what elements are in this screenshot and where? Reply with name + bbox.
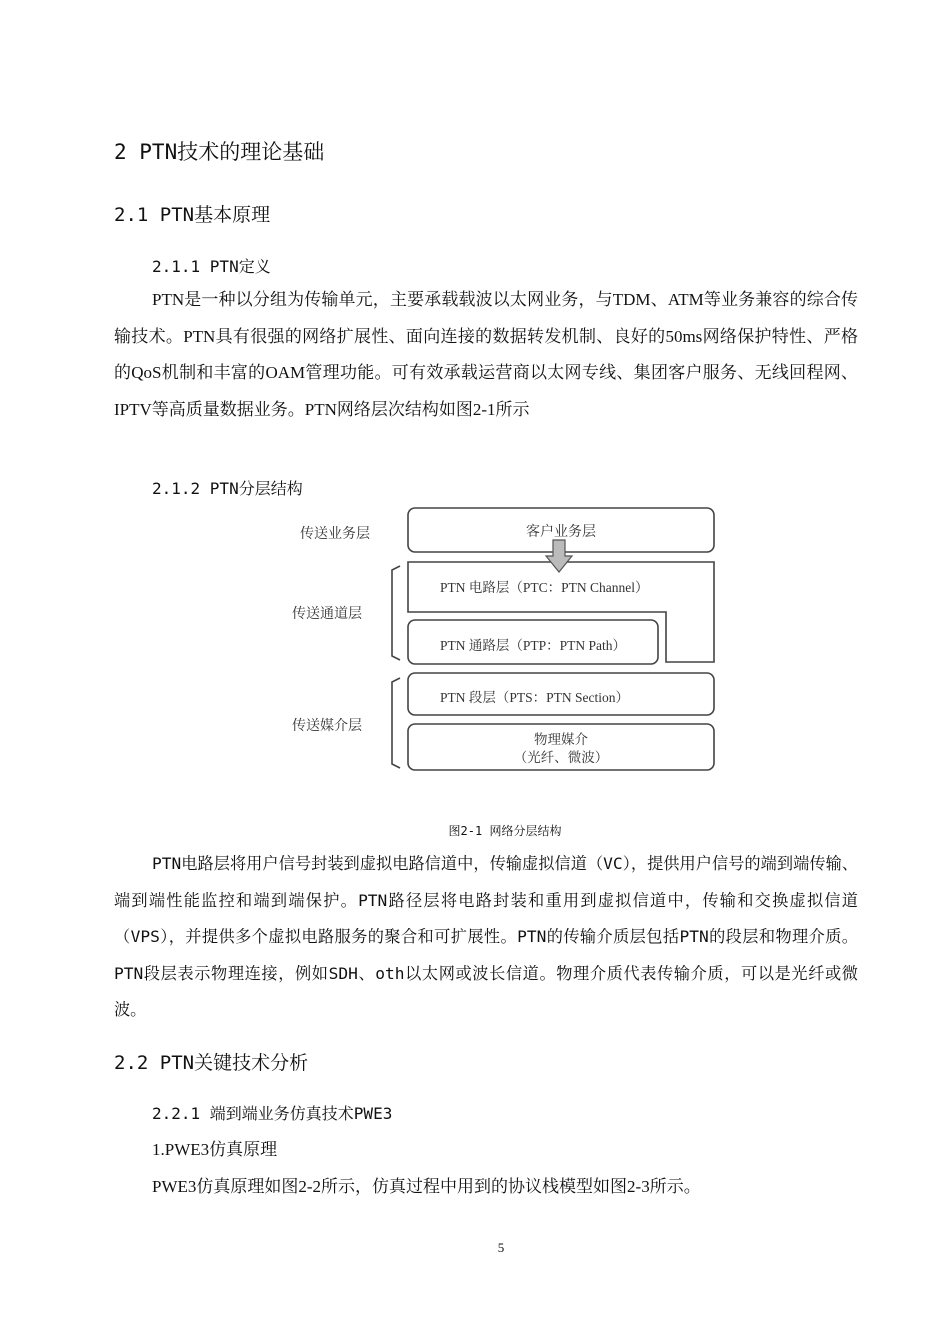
- media-layer-sublabel: （光纤、微波）: [513, 750, 609, 765]
- layers-text: PTN电路层将用户信号封装到虚拟电路信道中，传输虚拟信道（VC），提供用户信号的端到端传输、端到端性能监控和端到端保护。PTN路径层将电路封装和重用到虚拟信道中，传输和交换虚拟信道（VPS），并提供多个虚拟电路服务的聚合和可扩展性。PTN的传输介质层包括PTN的段层和物理介质。PTN段层表示物理连接，例如SDH、oth以太网或波长信道。物理介质代表传输介质，可以是光纤或微波。: [114, 854, 858, 1019]
- label-transport-channel: 传送通道层: [292, 607, 362, 622]
- definition-text: PTN是一种以分组为传输单元，主要承载载波以太网业务，与TDM、ATM等业务兼容的综合传输技术。PTN具有很强的网络扩展性、面向连接的数据转发机制、良好的50ms网络保护特性、严格的QoS机制和丰富的OAM管理功能。可有效承载运营商以太网专线、集团客户服务、无线回程网、IPTV等高质量数据业务。PTN网络层次结构如图2-1所示: [114, 290, 858, 419]
- subsection-heading-2-1-2: 2.1.2 PTN分层结构: [152, 479, 303, 498]
- section-layer-label: PTN 段层（PTS：PTN Section）: [440, 690, 630, 705]
- section-heading-2-2: 2.2 PTN关键技术分析: [114, 1052, 309, 1074]
- chapter-heading: 2 PTN技术的理论基础: [114, 140, 325, 164]
- path-layer-label: PTN 通路层（PTP：PTN Path）: [440, 638, 627, 653]
- transport-channel-bracket: [392, 566, 400, 660]
- label-transport-media: 传送媒介层: [292, 719, 362, 734]
- section-heading-2-1: 2.1 PTN基本原理: [114, 204, 271, 226]
- pwe3-principle-text: PWE3仿真原理如图2-2所示，仿真过程中用到的协议栈模型如图2-3所示。: [152, 1177, 701, 1196]
- figure-caption: 图2-1 网络分层结构: [448, 824, 562, 838]
- arrow-icon: [546, 540, 572, 572]
- transport-media-bracket: [392, 678, 400, 768]
- channel-layer-label: PTN 电路层（PTC：PTN Channel）: [440, 580, 649, 595]
- label-transport-service: 传送业务层: [300, 527, 370, 542]
- subsection-heading-2-2-1: 2.2.1 端到端业务仿真技术PWE3: [152, 1104, 393, 1123]
- client-layer-label: 客户业务层: [526, 525, 596, 540]
- layer-structure-figure: [280, 500, 730, 780]
- layers-paragraph: [114, 846, 858, 1029]
- definition-paragraph: [114, 282, 858, 428]
- media-layer-label: 物理媒介: [534, 732, 588, 747]
- page-number: 5: [497, 1240, 505, 1255]
- subsection-heading-2-1-1: 2.1.1 PTN定义: [152, 257, 271, 276]
- pwe3-principle-title: 1.PWE3仿真原理: [152, 1140, 278, 1159]
